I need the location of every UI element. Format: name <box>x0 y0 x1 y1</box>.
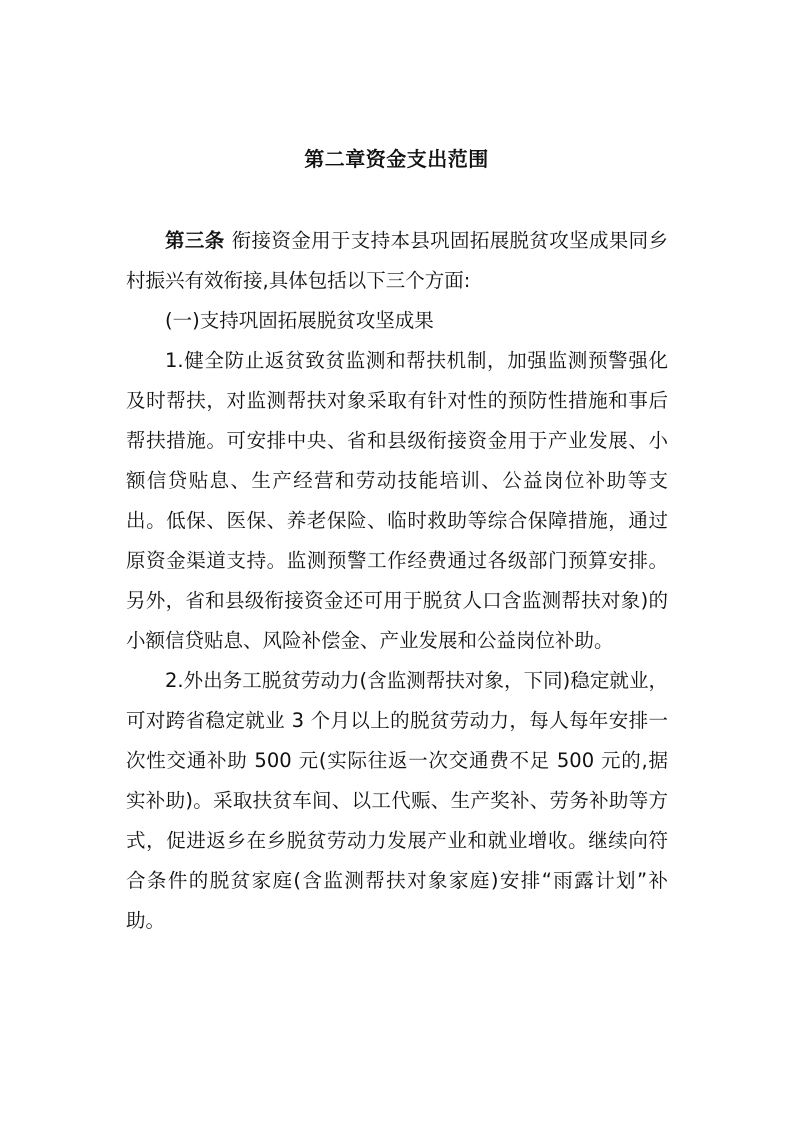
item-2-paragraph: 2.外出务工脱贫劳动力(含监测帮扶对象，下同)稳定就业，可对跨省稳定就业 3 个月以上的脱贫劳动力，每人每年安排一次性交通补助 500 元(实际往返一次交通费不足 500 元的,据实补助)。采取扶贫车间、以工代赈、生产奖补、劳务补助等方式，促进返乡在乡脱贫劳动力发展产业和就业增收。继续向符合条件的脱贫家庭(含监测帮扶对象家庭)安排“雨露计划”补助。 <box>126 669 668 932</box>
document-body <box>126 221 668 941</box>
article-3-text: 衔接资金用于支持本县巩固拓展脱贫攻坚成果同乡村振兴有效衔接,具体包括以下三个方面: <box>126 229 668 292</box>
chapter-title: 第二章资金支出范围 <box>304 147 489 171</box>
article-3-heading: 第三条 <box>165 229 225 252</box>
item-1-paragraph: 1.健全防止返贫致贫监测和帮扶机制，加强监测预警强化及时帮扶，对监测帮扶对象采取有针对性的预防性措施和事后帮扶措施。可安排中央、省和县级衔接资金用于产业发展、小额信贷贴息、生产经营和劳动技能培训、公益岗位补助等支出。低保、医保、养老保险、临时救助等综合保障措施，通过原资金渠道支持。监测预警工作经费通过各级部门预算安排。另外，省和县级衔接资金还可用于脱贫人口含监测帮扶对象)的小额信贷贴息、风险补偿金、产业发展和公益岗位补助。 <box>126 349 668 652</box>
section-1-heading: (一)支持巩固拓展脱贫攻坚成果 <box>165 309 434 332</box>
article-3-paragraph <box>126 221 668 301</box>
